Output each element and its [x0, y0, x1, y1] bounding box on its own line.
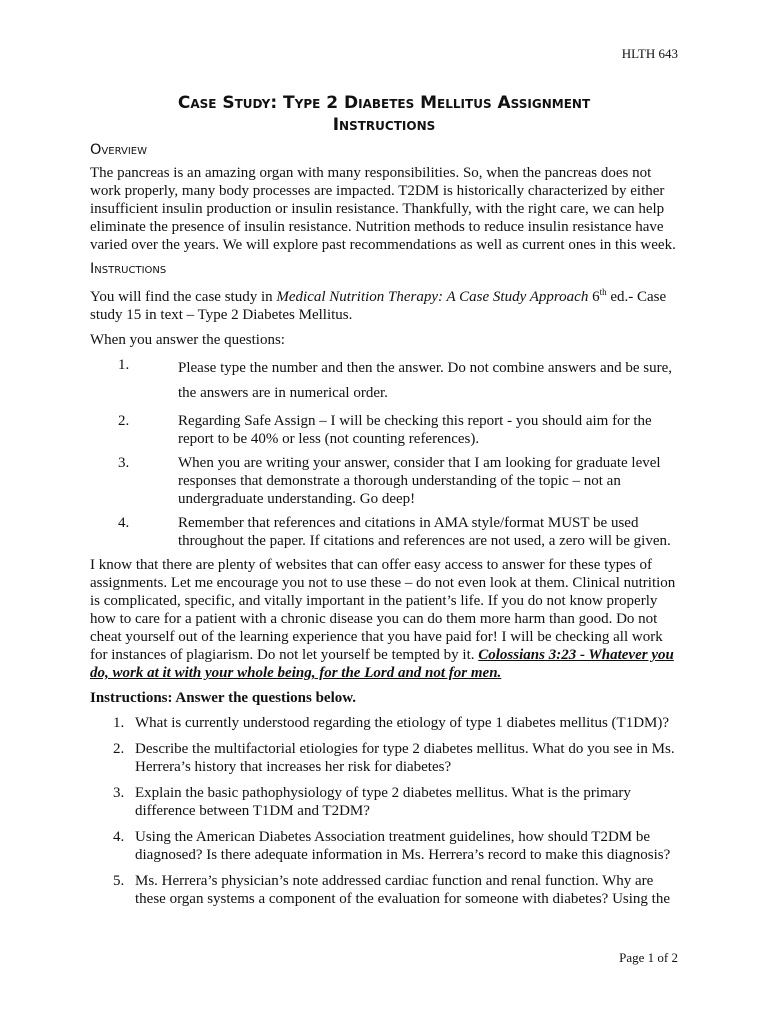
- case-study-reference: You will find the case study in Medical Nutrition Therapy: A Case Study Approach 6th ed.- Case study 15 in text – Type 2 Diabetes Mellitus.: [90, 287, 667, 323]
- document-body: [90, 92, 678, 916]
- overview-heading: Overview: [90, 142, 147, 158]
- question-item: 3. Explain the basic pathophysiology of type 2 diabetes mellitus. What is the primary difference between T1DM and T2DM?: [113, 785, 631, 819]
- document-title: [90, 92, 678, 136]
- question-item: 4. Using the American Diabetes Association treatment guidelines, how should T2DM be diagnosed? Is there adequate information in Ms. Herrera’s record to make this diagnosis?: [113, 829, 671, 863]
- instructions-heading: Instructions: [90, 261, 167, 277]
- plagiarism-warning: I know that there are plenty of websites that can offer easy access to answer for these types of assignments. Let me encourage you not to use these – do not even look at them. Clinical nutrition is complicated, specific, and vitally important in the patient’s life. If you do not know properly how to care for a patient with a chronic disease you can do them more harm than good. Do not cheat yourself out of the learning experience that you have paid for! I will be checking all work for instances of plagiarism. Do not let yourself be tempted by it. Colossians 3:23 - Whatever you do, work at it with your whole being, for the Lord and not for men.: [90, 557, 676, 681]
- list-item: 1. Please type the number and then the answer. Do not combine answers and be sure, the answers are in numerical order.: [118, 357, 673, 401]
- overview-paragraph: The pancreas is an amazing organ with many responsibilities. So, when the pancreas does not work properly, many body processes are impacted. T2DM is historically characterized by either insufficient insulin production or insulin resistance. Thankfully, with the right care, we can help eliminate the presence of insulin resistance. Nutrition methods to reduce insulin resistance have varied over the years. We will explore past recommendations as well as current ones in this week.: [90, 165, 676, 253]
- title-line-1: Case Study: Type 2 Diabetes Mellitus Assignment: [177, 93, 591, 113]
- list-item: 4. Remember that references and citations in AMA style/format MUST be used throughout the paper. If citations and references are not used, a zero will be given.: [118, 515, 671, 549]
- book-title: Medical Nutrition Therapy: A Case Study Approach: [276, 289, 589, 305]
- questions-list: [90, 714, 678, 908]
- list-item: 3. When you are writing your answer, consider that I am looking for graduate level responses that demonstrate a thorough understanding of the topic – not an undergraduate understanding. Go deep!: [118, 455, 661, 507]
- course-code: HLTH 643: [621, 46, 678, 61]
- question-item: 5. Ms. Herrera’s physician’s note addressed cardiac function and renal function. Why are these organ systems a component of the evaluation for someone with diabetes? Using the: [113, 873, 671, 907]
- list-item: 2. Regarding Safe Assign – I will be checking this report - you should aim for the report to be 40% or less (not counting references).: [118, 413, 652, 447]
- answer-rules-list: [90, 356, 678, 550]
- answer-intro: When you answer the questions:: [90, 332, 285, 348]
- page-number: Page 1 of 2: [619, 950, 678, 965]
- questions-heading: Instructions: Answer the questions below.: [90, 690, 357, 706]
- title-line-2: Instructions: [332, 115, 436, 135]
- question-item: 1. What is currently understood regarding the etiology of type 1 diabetes mellitus (T1DM)?: [113, 715, 670, 731]
- bible-verse: Colossians 3:23 - Whatever you do, work at it with your whole being, for the Lord and not for men.: [90, 647, 674, 681]
- question-item: 2. Describe the multifactorial etiologies for type 2 diabetes mellitus. What do you see in Ms. Herrera’s history that increases her risk for diabetes?: [113, 741, 675, 775]
